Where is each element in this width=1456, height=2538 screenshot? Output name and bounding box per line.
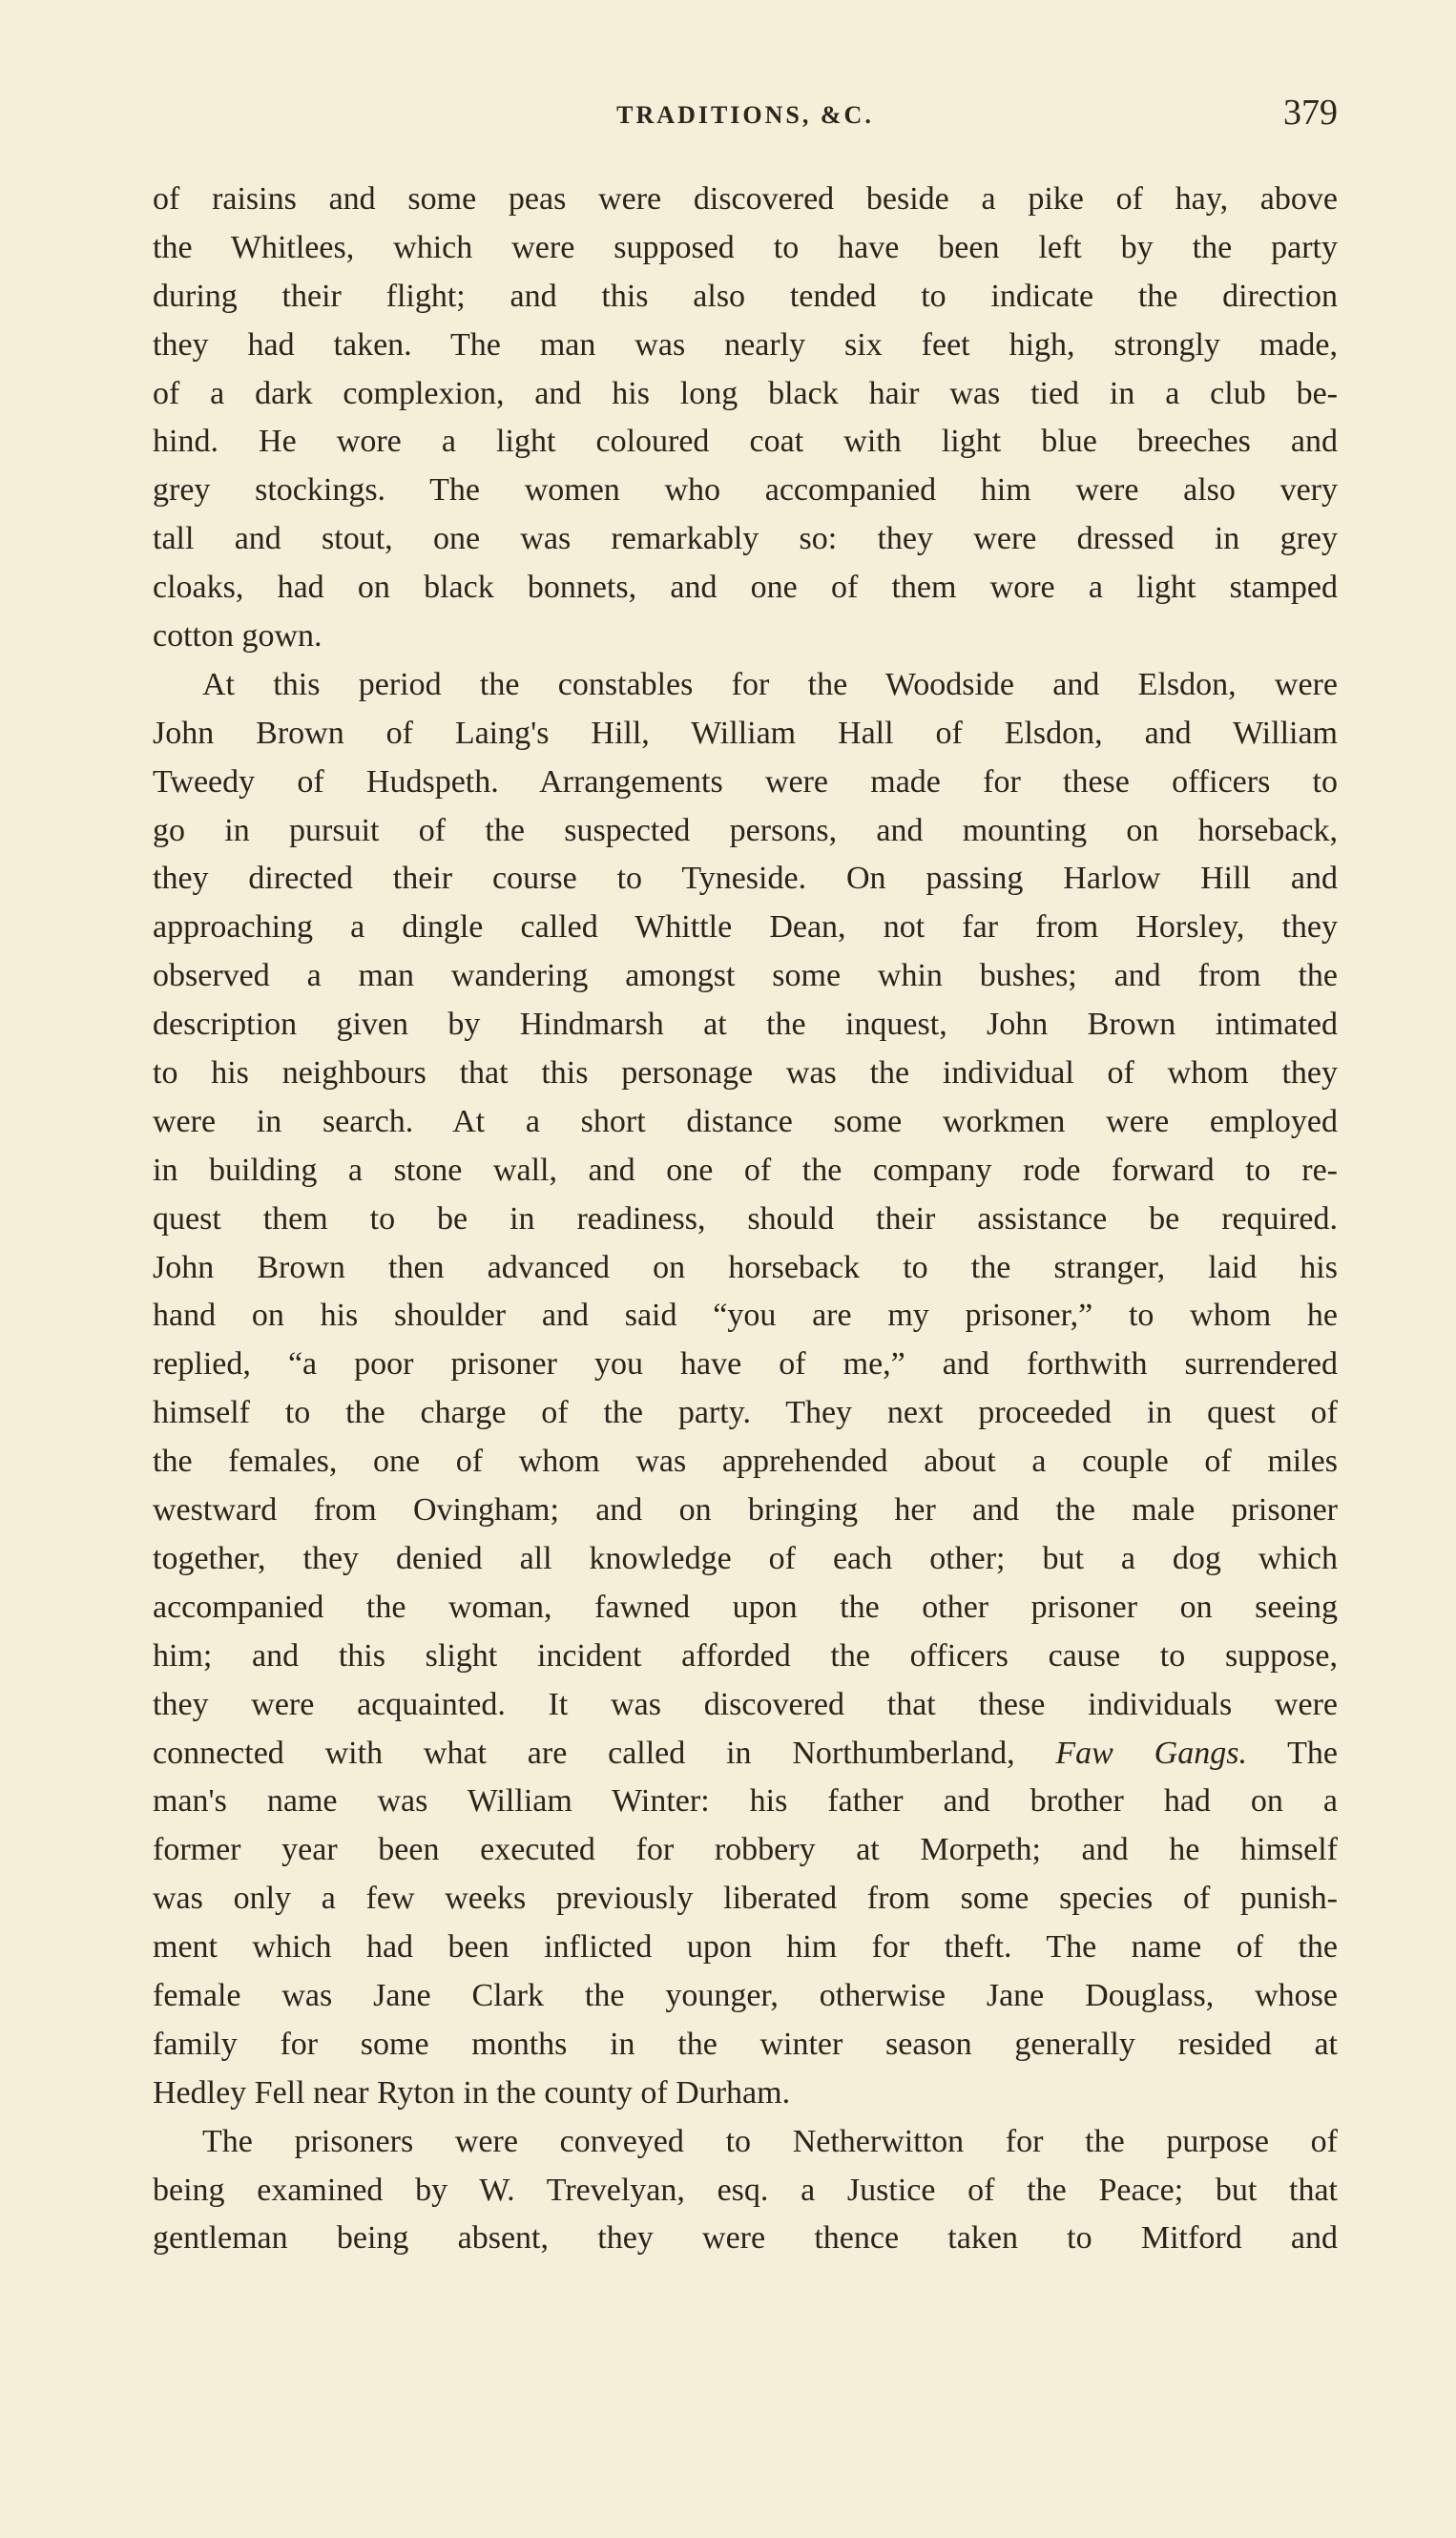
line-text: the Whitlees, which were supposed to have been left by the party: [153, 229, 1338, 265]
line-text: hind. He wore a light coloured coat with light blue breeches and: [153, 424, 1338, 460]
text-line: [153, 370, 1338, 419]
line-text: family for some months in the winter season generally resided at: [153, 2026, 1338, 2062]
line-text: Tweedy of Hudspeth. Arrangements were made for these officers to: [153, 763, 1338, 800]
line-text: him; and this slight incident afforded the officers cause to suppose,: [153, 1637, 1338, 1674]
line-text: of a dark complexion, and his long black hair was tied in a club be-: [153, 375, 1338, 411]
text-line: [153, 1292, 1338, 1341]
text-line: [153, 1438, 1338, 1487]
line-text: quest them to be in readiness, should their assistance be required.: [153, 1200, 1338, 1237]
text-line: [153, 1050, 1338, 1098]
text-line: [153, 418, 1338, 467]
line-text: cotton gown.: [153, 618, 322, 655]
text-line: [153, 710, 1338, 759]
line-text: himself to the charge of the party. They next proceeded in quest of: [153, 1395, 1338, 1431]
page-number: 379: [1283, 93, 1338, 133]
line-text: At this period the constables for the Woodside and Elsdon, were: [202, 666, 1338, 702]
text-line: [153, 1341, 1338, 1389]
line-text: of raisins and some peas were discovered beside a pike of hay, above: [153, 181, 1338, 217]
text-line: [153, 613, 1338, 661]
text-line: [153, 1633, 1338, 1681]
text-line: [153, 273, 1338, 322]
line-text: being examined by W. Trevelyan, esq. a Justice of the Peace; but that: [153, 2172, 1338, 2208]
text-line: [153, 759, 1338, 807]
text-line: [153, 1875, 1338, 1924]
text-line: [153, 1535, 1338, 1584]
text-line: [153, 1972, 1338, 2021]
running-title: TRADITIONS, &C.: [616, 101, 874, 129]
text-line: [153, 515, 1338, 564]
line-text: The prisoners were conveyed to Netherwitton for the purpose of: [202, 2123, 1338, 2159]
text-line: [153, 855, 1338, 904]
line-text: man's name was William Winter: his father and brother had on a: [153, 1783, 1338, 1820]
text-line: [153, 1924, 1338, 1972]
line-text: they directed their course to Tyneside. On passing Harlow Hill and: [153, 861, 1338, 897]
text-line: [153, 1826, 1338, 1875]
text-line: [153, 1196, 1338, 1244]
line-text: grey stockings. The women who accompanied him were also very: [153, 472, 1338, 509]
text-line: [153, 1487, 1338, 1535]
line-text: they had taken. The man was nearly six feet high, strongly made,: [153, 326, 1338, 363]
line-text: together, they denied all knowledge of each other; but a dog which: [153, 1540, 1338, 1576]
line-text: John Brown of Laing's Hill, William Hall of Elsdon, and William: [153, 715, 1338, 751]
text-line: [153, 2021, 1338, 2070]
text-line: [153, 1778, 1338, 1826]
text-line: [153, 661, 1338, 710]
line-text: gentleman being absent, they were thence taken to Mitford and: [153, 2220, 1338, 2257]
line-text: John Brown then advanced on horseback to the stranger, laid his: [153, 1249, 1338, 1285]
line-text: they were acquainted. It was discovered that these individuals were: [153, 1686, 1338, 1722]
text-line: [153, 1584, 1338, 1633]
text-line: [153, 1681, 1338, 1730]
text-line: [153, 564, 1338, 613]
line-text: female was Jane Clark the younger, otherwise Jane Douglass, whose: [153, 1977, 1338, 2013]
text-line: [153, 1389, 1338, 1438]
line-text: former year been executed for robbery at Morpeth; and he himself: [153, 1832, 1338, 1868]
text-line: [153, 1001, 1338, 1050]
body-text: [153, 176, 1338, 2263]
line-text: accompanied the woman, fawned upon the other prisoner on seeing: [153, 1589, 1338, 1625]
line-text: hand on his shoulder and said “you are my prisoner,” to whom he: [153, 1298, 1338, 1334]
text-line: [153, 1098, 1338, 1147]
line-text: Hedley Fell near Ryton in the county of Durham.: [153, 2074, 791, 2111]
text-line: [153, 176, 1338, 224]
text-line: [153, 952, 1338, 1001]
line-text: the females, one of whom was apprehended about a couple of miles: [153, 1444, 1338, 1480]
text-line: [153, 2070, 1338, 2118]
text-line: [153, 1147, 1338, 1196]
line-text: was only a few weeks previously liberated from some species of punish-: [153, 1881, 1338, 1917]
line-text: go in pursuit of the suspected persons, and mounting on horseback,: [153, 812, 1338, 848]
text-line: [153, 1244, 1338, 1293]
text-line: [153, 1730, 1338, 1779]
line-text: westward from Ovingham; and on bringing her and the male prisoner: [153, 1492, 1338, 1529]
line-text: were in search. At a short distance some workmen were employed: [153, 1103, 1338, 1139]
text-line: [153, 224, 1338, 273]
italic-phrase: Faw Gangs.: [1055, 1735, 1247, 1771]
line-text-tail: The: [1246, 1735, 1338, 1771]
text-line: [153, 467, 1338, 515]
line-text: in building a stone wall, and one of the company rode forward to re-: [153, 1152, 1338, 1188]
line-text: cloaks, had on black bonnets, and one of them wore a light stamped: [153, 570, 1338, 606]
text-line: [153, 2118, 1338, 2167]
line-text: description given by Hindmarsh at the inquest, John Brown intimated: [153, 1007, 1338, 1043]
text-line: [153, 322, 1338, 370]
line-text: observed a man wandering amongst some whin bushes; and from the: [153, 958, 1338, 994]
line-text: tall and stout, one was remarkably so: they were dressed in grey: [153, 521, 1338, 557]
text-line: [153, 904, 1338, 952]
running-head: [153, 92, 1338, 135]
text-line: [153, 2167, 1338, 2216]
text-line: [153, 807, 1338, 856]
line-text: replied, “a poor prisoner you have of me,” and forthwith surrendered: [153, 1346, 1338, 1383]
line-text: during their flight; and this also tended to indicate the direction: [153, 278, 1338, 314]
line-text: connected with what are called in Northumberland,: [153, 1735, 1015, 1771]
line-text: ment which had been inflicted upon him for theft. The name of the: [153, 1929, 1338, 1966]
line-text: approaching a dingle called Whittle Dean, not far from Horsley, they: [153, 909, 1338, 946]
text-line: [153, 2215, 1338, 2263]
line-text: to his neighbours that this personage was the individual of whom they: [153, 1055, 1338, 1092]
